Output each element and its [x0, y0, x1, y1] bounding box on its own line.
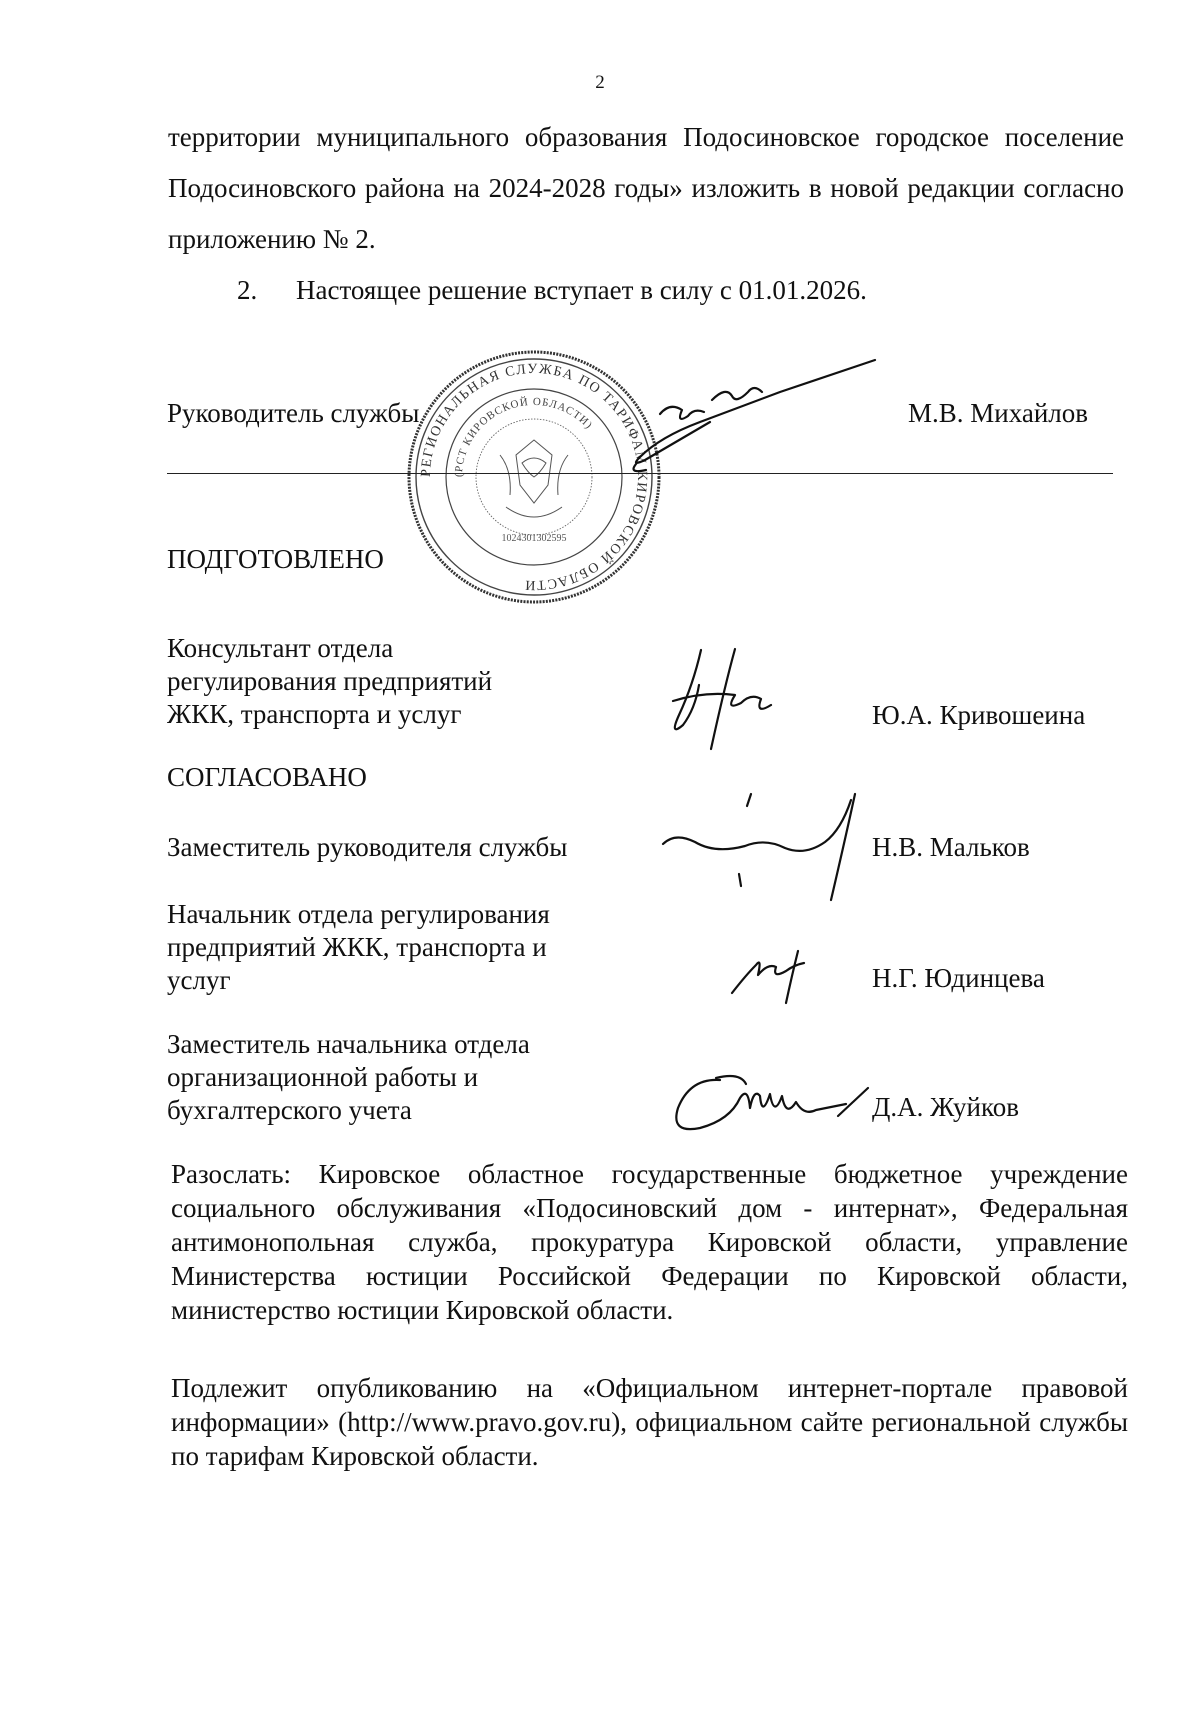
publication-note: Подлежит опубликованию на «Официальном интернет-портале правовой информации» (http://www.pravo.gov.ru), официальном сайте региональной службы по тарифам Кировской области. [171, 1373, 1128, 1471]
head-name: М.В. Михайлов [908, 398, 1089, 428]
head-position: Руководитель службы [167, 398, 420, 428]
position-line: Начальник отдела регулирования [167, 899, 550, 929]
signer-3-name: Д.А. Жуйков [872, 1092, 1019, 1122]
agreed-heading: СОГЛАСОВАНО [167, 762, 367, 792]
position-line: предприятий ЖКК, транспорта и [167, 932, 547, 962]
intro-paragraph: территории муниципального образования Подосиновское городское поселение Подосиновского района на 2024-2028 годы» изложить в новой редакции согласно приложению № 2. [168, 122, 1124, 254]
signer-2-position [167, 898, 550, 997]
position-line: регулирования предприятий [167, 666, 493, 696]
position-line: ЖКК, транспорта и услуг [167, 699, 462, 729]
position-line: бухгалтерского учета [167, 1095, 412, 1125]
prepared-heading: ПОДГОТОВЛЕНО [167, 544, 384, 574]
signature-zhuykov [670, 1068, 875, 1148]
signature-divider-line [167, 473, 1113, 474]
prepared-position [167, 632, 492, 731]
position-line: Консультант отдела [167, 633, 394, 663]
seal-inner-text: (РСТ КИРОВСКОЙ ОБЛАСТИ) [452, 395, 595, 478]
signer-1-position: Заместитель руководителя службы [167, 832, 568, 862]
signature-yudintseva [728, 935, 818, 1005]
distribution-list: Разослать: Кировское областное государственные бюджетное учреждение социального обслуживания «Подосиновский дом - интернат», Федеральная антимонопольная служба, прокуратура Кировской области, управление Министерства юстиции Российской Федерации по Кировской области, министерство юстиции Кировской области. [171, 1159, 1128, 1325]
item-2-text: Настоящее решение вступает в силу с 01.01.2026. [296, 275, 867, 305]
position-line: Заместитель начальника отдела [167, 1029, 530, 1059]
page-number: 2 [595, 72, 605, 93]
signature-malkov [655, 790, 885, 910]
signer-3-position [167, 1028, 530, 1127]
position-line: организационной работы и [167, 1062, 479, 1092]
item-2-number: 2. [237, 275, 258, 305]
signer-2-name: Н.Г. Юдинцева [872, 963, 1045, 993]
coat-of-arms-icon [500, 440, 568, 517]
svg-text:(РСТ КИРОВСКОЙ ОБЛАСТИ) [453, 396, 595, 477]
signer-1-name: Н.В. Мальков [872, 832, 1030, 862]
position-line: услуг [167, 965, 231, 995]
seal-outer-text: РЕГИОНАЛЬНАЯ СЛУЖБА ПО ТАРИФАМ КИРОВСКОЙ ОБЛАСТИ [418, 361, 650, 593]
head-signature [600, 352, 880, 482]
signature-krivosheina [665, 645, 785, 755]
seal-code: 1024301302595 [501, 533, 567, 544]
prepared-name: Ю.А. Кривошеина [872, 700, 1086, 730]
